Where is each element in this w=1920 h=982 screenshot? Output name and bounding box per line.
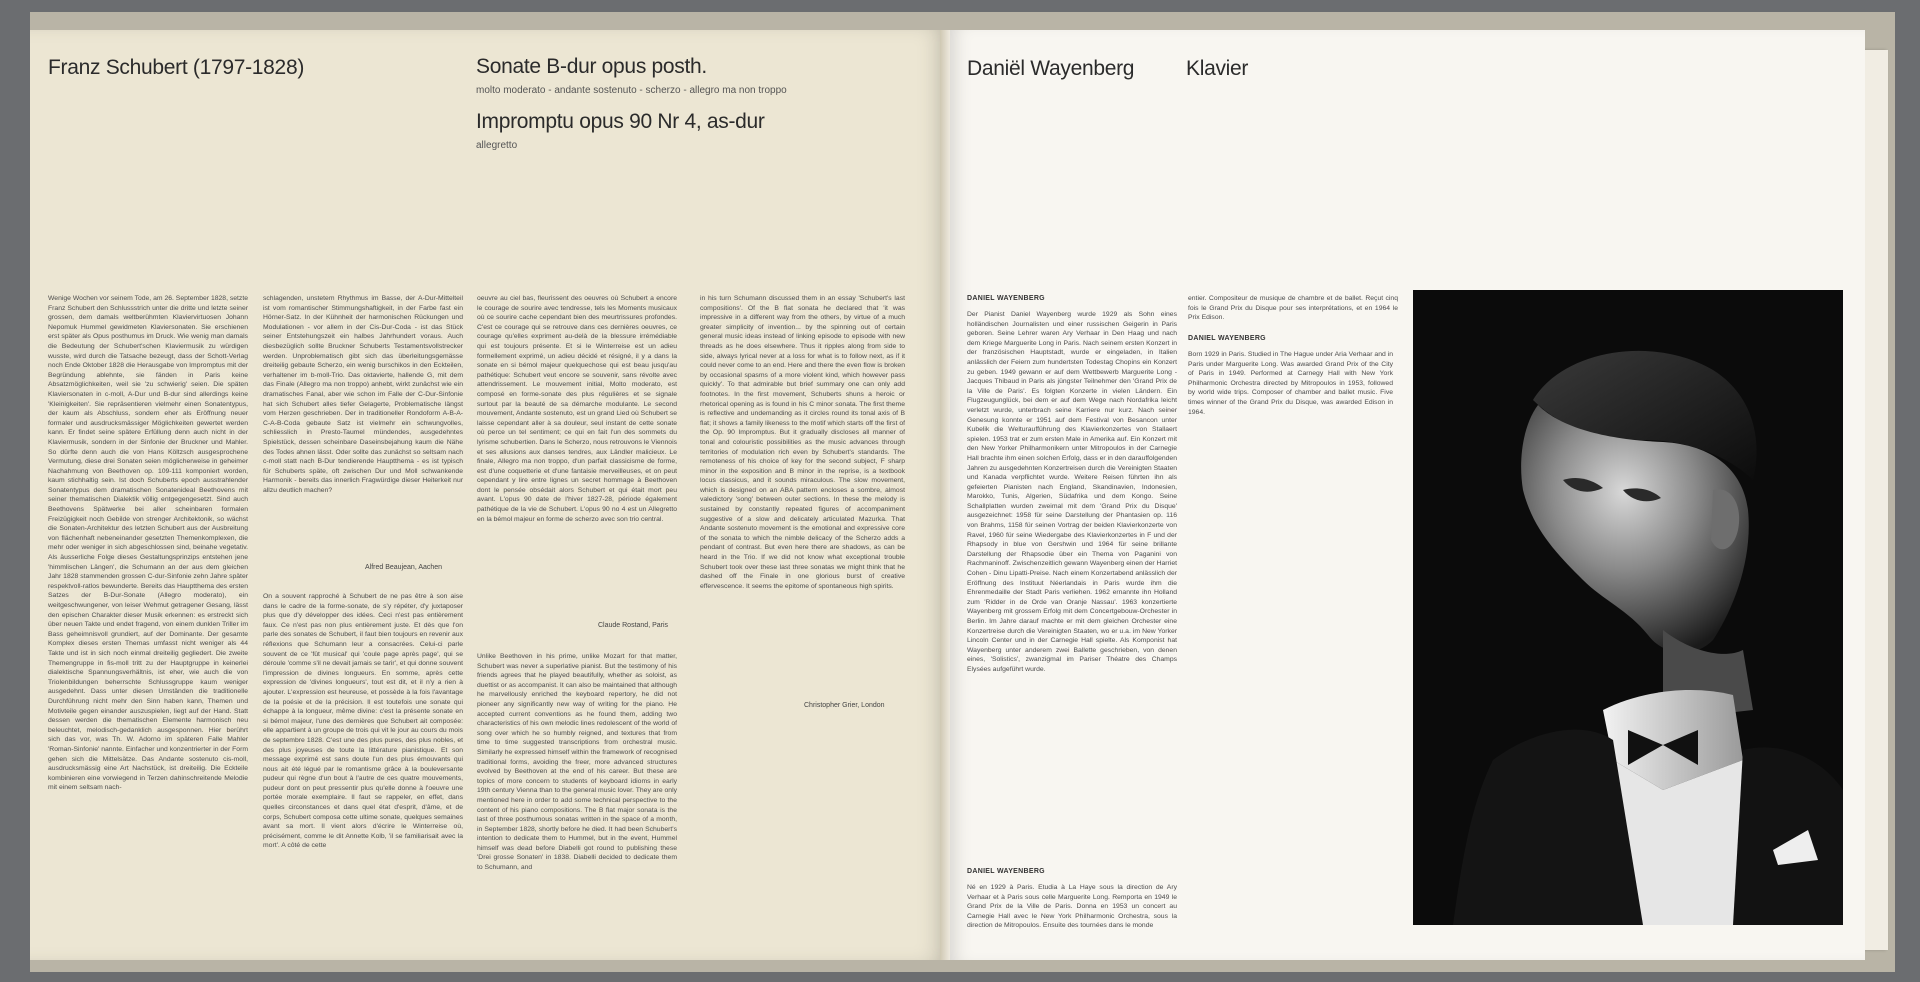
signature-grier: Christopher Grier, London [804, 702, 885, 709]
notes-german-col1: Wenige Wochen vor seinem Tode, am 26. September 1828, setzte Franz Schubert den Schlussstrich unter die dritte und letzte seiner grossen, dem damals weltberühmten Klaviervirtuosen Johann Nepomuk Hummel gewidmeten Klaviersonaten. Sie erschienen erst später als Opus posthumus im Druck. Wie wenig man damals die Bedeutung der Schubert'schen Klaviermusik zu würdigen wusste, wird durch die Tatsache bezeugt, dass der Schott-Verlag noch Ende Oktober 1828 die Herausgabe von Impromptus mit der Begründung ablehnte, sie fänden in Paris keine Absatzmöglichkeiten, weil sie 'zu schwierig' seien. Die späten Klaviersonaten in c-moll, A-Dur und B-dur sind allerdings keine 'Kleinigkeiten'. Sie repräsentieren vielmehr einen Sonatentypus, der kaum als Abschluss, sondern eher als Eröffnung neuer formaler und ausdrucksmässiger Möglichkeiten gewertet werden kann. Er findet seine spätere Erfüllung denn auch nicht in der Klaviermusik, sondern in der Sinfonie der Bruckner und Mahler. So dürfte denn auch die von Hans Költzsch ausgesprochene Vermutung, diese drei Sonaten seien möglicherweise in geheimer Nachahmung von Beethoven op. 109-111 komponiert worden, kaum stichhaltig sein. Ist doch Schuberts epoch ausstrahlender Sonatentypus dem dramatischen Sonatenideal Beethovens mit seiner thematischen Dialektik völlig entgegengesetzt. Sind auch Beethovens Spätwerke bei aller scheinbaren formalen Freizügigkeit noch Gebilde von strenger Architektonik, so wächst die Sonaten-Architektur des letzten Schubert aus der Ausbreitung von flächenhaft nebeneinander gesetzten Themenkomplexen, die mehr oder weniger in sich abgeschlossen sind, beinahe vegetativ. Als äusserliche Folge dieses Gestaltungsprinzips entstehen jene 'himmlischen Längen', die Schumann an der aus dem gleichen Jahr 1828 stammenden grossen C-dur-Sinfonie zehn Jahre später respektvoll-ratlos bewunderte. Bereits das Hauptthema des ersten Satzes der B-Dur-Sonate (Allegro moderato), ein weitgeschwungener, von leiser Wehmut getragener Gesang, lässt den epischen Charakter dieser Musik erkennen: es erstreckt sich über neuen Takte und endet fragend, von einem dunklen Triller im Bass geheimnisvoll grundiert, auf der Dominante. Der gesamte Komplex dieses ersten Themas umfasst nicht weniger als 44 Takte und ist in sich noch einmal dreiteilig gegliedert. Die zweite Themengruppe in fis-moll tritt zu der Hauptgruppe in keinerlei dialektische Spannungsverhältnis, ist eher, wie auch die von Triolenbildungen beherrschte Schlussgruppe kaum weniger ausgedehnt. Dass unter diesen Umständen die traditionelle Durchführung nicht mehr den Sinn haben kann, Themen und Motivteile gegen einander auszuspielen, liegt auf der Hand. Statt dessen werden die thematischen Elemente harmonisch neu beleuchtet, melodisch-gedanklich ausgesponnen. Hier berührt sich das vor, was Th. W. Adorno im späteren Falle Mahler 'Roman-Sinfonie' nannte. Einfacher und konzentrierter in der Form gehen sich die Mittelsätze. Das Andante sostenuto cis-moll, ausdrucksmässig eine Art Nachstück, ist dreiteilig. Die Eckteile kombinieren eine vorwiegend in Terzen dahinschreitende Melodie mit einem seltsam nach- [48, 295, 248, 792]
bio-german-heading: DANIEL WAYENBERG [967, 295, 1045, 302]
bio-french-continued: entier. Compositeur de musique de chambre et de ballet. Reçut cinq fois le Grand Prix du Disque pour ses interprétations, et en 1964 le Prix Edison. [1188, 295, 1398, 322]
notes-french-col2: On a souvent rapproché à Schubert de ne pas être à son aise dans le cadre de la forme-sonate, de s'y répéter, d'y juxtaposer plus que d'y développer des idées. Ceci n'est pas entièrement faux. Ce n'est pas non plus entièrement juste. Et dès que l'on parle des sonates de Schubert, il faut bien toujours en revenir aux réflexions que Schumann leur a consacrées. Celui-ci parle souvent de ce 'fût musical' qui 'coule page après page', qui se déroule 'comme s'il ne devait jamais se tarir', et qui donne souvent l'impression de divines longueurs. En somme, après cette expression de 'divines longueurs', tout est dit, et il n'y a rien à ajouter. L'expression est heureuse, et possède à la fois l'avantage de la poésie et de la précision. Il est toutefois une sonate qui échappe à la longueur, même divine: c'est la présente sonate en si bémol majeur, l'une des dernières que Schubert ait composée: elle appartient à un groupe de trois qui vit le jour au cours du mois de septembre 1828. C'est une des plus pures, des plus nobles, et des plus joyeuses de toute la littérature pianistique. Et son message exprimé est sans doute l'un des plus émouvants qui nous ait été légué par le romantisme grâce à la bouleversante pudeur qui règne d'un bout à l'autre de ces quatre mouvements, pudeur dont on peut pressentir plus qu'elle donne à l'oeuvre une portée morale exemplaire. Il faut se rappeler, en effet, dans quelles circonstances et dans quel état d'esprit, d'âme, et de corps, Schubert composa cette ultime sonate, quelques semaines avant sa mort. Il vient alors d'écrire le Winterreise où, précisément, comme le dit Annette Kolb, 'il se familiarisait avec la mort'. A côté de cette [263, 593, 463, 850]
instrument-label: Klavier [1186, 57, 1249, 80]
signature-rostand: Claude Rostand, Paris [598, 622, 669, 629]
bio-english-text: Born 1929 in Paris. Studied in The Hague under Aria Verhaar and in Paris under Marguerite Long. Was awarded Grand Prix of the City of Paris in 1949. Performed at Carnegy Hall with New York Philharmonic Orchestra directed by Mitropoulos in 1953, followed by world wide trips. Composer of chamber and ballet music. Five times winner of the Grand Prix du Disque, was awarded Edison in 1964. [1188, 351, 1393, 416]
notes-english-col3: Unlike Beethoven in his prime, unlike Mozart for that matter, Schubert was never a superlative pianist. But the testimony of his friends agrees that he played beautifully, whether as soloist, as duettist or as accompanist. It can also be maintained that although he marvellously enriched the keyboard repertory, he did not pioneer any significantly new way of writing for the piano. He accepted current conventions as he found them, adding two characteristics of his own melodic lines redolescent of the world of song over which he so humbly reigned, and textures that from time to time suggested transcriptions from orchestral music. Similarly he expressed himself within the framework of recognised traditional forms, avoiding the freer, more advanced structures evolved by Beethoven at the end of his career. But these are topics of more concern to students of keyboard idioms in early 19th century Vienna than to the general music lover. They are only mentioned here in order to add some technical perspective to the content of his piano compositions. The B flat major sonata is the last of three posthumous sonatas written in the space of a month, in September 1828, shortly before he died. It had been Schubert's intention to dedicate them to Hummel, but in the event, Hummel himself was dead before Diabelli got round to publishing these 'Drei grosse Sonaten' in 1838. Diabelli decided to dedicate them to Schumann, and [477, 653, 677, 872]
bio-french-heading: DANIEL WAYENBERG [967, 868, 1045, 875]
work1-movements: molto moderato - andante sostenuto - scherzo - allegro ma non troppo [476, 85, 787, 96]
work2-tempo: allegretto [476, 140, 518, 151]
work1-title: Sonate B-dur opus posth. [476, 55, 707, 78]
notes-french-col3: oeuvre au ciel bas, fleurissent des oeuvres où Schubert a encore le courage de sourire avec tendresse, tels les Moments musicaux où ce sourire cache cependant bien des meurtrissures profondes. C'est ce courage qui se retrouve dans ces dernières oeuvres, ce courage qu'elles expriment au-delà de la blessure irrémédiable qui est toujours présente. Et si le Winterreise est un adieu formellement exprimé, un adieu décidé et résigné, il y a dans la sonate en si bémol majeur quelquechose qui est beau jusqu'au pathétique: Schubert veut encore se souvenir, sans révolte avec attendrissement. Le mouvement initial, Molto moderato, est composé en forme-sonate des plus régulières et se signale surtout par la beauté de sa démarche modulante. Le second mouvement, Andante sostenuto, est un grand Lied où Schubert se laisse cependant aller à sa douleur, seul instant de cette sonate où perce un tel sentiment; ce qui en fait l'un des sommets du lyrisme schubertien. Dans le Scherzo, nous retrouvons le Viennois et ses allusions aux danses tendres, aux Ländler malicieux. Le finale, Allegro ma non troppo, d'un parfait classicisme de forme, est d'une coquetterie et d'une fantaisie merveilleuses, et on peut cependant y lire entre lignes un secret hommage à Beethoven dont le pensée obsédait alors Schubert et qui était mort peu avant. L'opus 90 date de l'hiver 1827-28, période également pathétique de la vie de Schubert. L'opus 90 no 4 est un Allegretto en la bémol majeur en forme de scherzo avec son trio central. [477, 295, 677, 523]
notes-german-col2: schlagenden, unstetem Rhythmus im Basse, der A-Dur-Mittelteil ist vom romantischer Stimmungshaftigkeit, in der Farbe fast ein Hörner-Satz. In der Kühnheit der harmonischen Rückungen und Modulationen - vor allem in der Cis-Dur-Coda - ist das Stück seiner Entstehungszeit ein halbes Jahrhundert voraus. Auch diesbezüglich sollte Bruckner Schuberts Testamentsvollstrecker werden. Unproblematisch gibt sich das überleitungsgemässe dreiteilig gebaute Scherzo, ein wenig burschikos in den Eckteilen, verhaltener im b-moll-Trio. Das oktavierte, hallende G, mit dem das Finale (Allegro ma non troppo) anhebt, wirkt zunächst wie ein dramatisches Fanal, aber wie schon im Falle der C-Dur-Sinfonie hat sich Schubert alles tiefer Gelagerte, Problematische längst vom Herzen geschrieben. Der in traditioneller Rondoform A-B-A-C-A-B-Coda gebaute Satz ist vielmehr ein schwungvolles, schliesslich in Presto-Taumel mündendes, ausgedehntes Spielstück, dessen scheinbare Daseinsbejahung kaum die Nähe des Todes ahnen lässt. Oder sollte das zunächst so seltsam nach c-moll statt nach B-Dur tendierende Hauptthema - es ist typisch für Schuberts späte, oft zwischen Dur und Moll schwankende Harmonik - bereits das innerlich Fragwürdige dieser Heiterkeit nur allzu deutlich machen? [263, 295, 463, 494]
bio-german-text: Der Pianist Daniel Wayenberg wurde 1929 als Sohn eines holländischen Journalisten und einer russischen Geigerin in Paris geboren. Seine Lehrer waren Ary Verhaar in Den Haag und nach dem Kriege Marguerite Long in Paris. Nach seinem ersten Konzert in der französischen Hauptstadt, wurde er eingeladen, in Italien anlässlich der Feiern zum hundertsten Todestag Chopins ein Konzert zu geben. 1949 gewann er auf dem Wettbewerb Marguerite Long - Jacques Thibaud in Paris als jüngster Teilnehmer den 'Grand Prix de la Ville de Paris'. Es folgten Konzerte in vielen Ländern. Ein Flugzeugunglück, bei dem er auf dem Wege nach Nordafrika leicht verletzt wurde, unterbrach seine Karriere nur kurz. Nach seiner Genesung konnte er 1951 auf dem Festival von Besancon unter Kubelik die Welturaufführung des Klavierkonzertes von Stallaert spielen. 1953 trat er zum ersten Male in Amerika auf. Ein Konzert mit den New Yorker Philharmonikern unter Mitropoulos in der Carnegie Hall brachte ihm einen solchen Erfolg, dass er in den darauffolgenden Jahren zu ausgedehnten Konzertreisen durch die Vereinigten Staaten und Kanada verpflichtet wurde. Weitere Reisen führten ihn als gefeierten Pianisten nach England, Skandinavien, Indonesien, Marokko, Tunis, Algerien, Südafrika und dem Kongo. Seine Schallplatten wurden zweimal mit dem 'Grand Prix du Disque' ausgezeichnet: 1958 für seine Darstellung der Phantasien op. 116 von Brahms, 1158 für seinen Vortrag der beiden Klavierkonzerte von Ravel, 1960 für seine Wiedergabe des Klavierkonzertes in F und der Rhapsody in blue von Gershwin und 1964 für seine brillante Darstellung der Rhapsodie über ein Thema von Paganini von Rachmaninoff. Zwischenzeitlich gewann Wayenberg einen der Harriet Cohen - Dinu Lipatti-Preise. Nach einem Konzertabend anlässlich der Eröffnung des Instituut Néerlandais in Paris wurde ihm die Ehrenmedaille der Stadt Paris verliehen. 1962 ernannte ihn Holland zum 'Ridder in de Orde van Oranje Nassau'. 1963 konzertierte Wayenberg mit grossem Erfolg mit dem Concertgebouw-Orchester in Berlin. Im Jahre darauf machte er mit dem gleichen Orchester eine Konzertreise durch die Vereinigten Staaten, wo er u.a. im New Yorker Lincoln Center und in der Carnegie Hall spielte. Als Komponist hat Wayenberg unter anderem zwei Ballette geschrieben, von denen eines, 'Solistics', zwanzigmal im Pariser Théatre des Champs Elysées aufgeführt wurde. [967, 311, 1177, 673]
pianist-portrait-photo [1413, 290, 1843, 925]
notes-english-col4: in his turn Schumann discussed them in an essay 'Schubert's last compositions'. Of the B flat sonata he declared that 'it was impressive in a different way from the others, by virtue of a much greater simplicity of invention... by the spinning out of certain general music ideas instead of linking episode to episode with new threads as he does elsewhere. Thus it ripples along from side to side, always lyrical never at a loss for what is to follow next, as if it could never come to an end. Here and there the even flow is broken by occasional spasms of a more violent kind, which however pass quickly'. To that admirable but brief summary one can only add footnotes. In the first movement, Schuberts shuns a heroic or rhetorical opening as is found in his C minor sonata. The first theme is reflective and undemanding as it circles round its tonal axis of B flat; it shows a family likeness to the motif which starts off the first of the Op. 90 Impromptus. But it gradually discloses all manner of tonal and colouristic possibilities as the music advances through territories of modulation rich even by Schubert's standards. The remoteness of his choice of key for the second subject, F sharp minor in the exposition and B minor in the reprise, is a textbook locus classicus, and it sounds miraculous. The slow movement, which is designed on an ABA pattern encloses a sombre, almost valedictory 'song' between outer sections. In these the melody is sustained by constantly repeated figures of accompaniment suggestive of a slow and delicately articulated Mazurka. That Andante sostenuto movement is the emotional and expressive core of the sonata to which the nimble delicacy of the Scherzo adds a pendant of contrast. But even here there are shadows, as can be heard in the Trio. If we did not know what exceptional trouble Schubert took over these last three sonatas we might think that he dashed off the Finale in one glorious burst of creative effervescence. It seems the epitome of spontaneous high spirits. [700, 295, 905, 590]
artist-name: Daniël Wayenberg [967, 57, 1135, 80]
work2-title: Impromptu opus 90 Nr 4, as-dur [476, 110, 765, 133]
bio-english-heading: DANIEL WAYENBERG [1188, 335, 1266, 342]
signature-beaujean: Alfred Beaujean, Aachen [365, 564, 443, 571]
composer-heading: Franz Schubert (1797-1828) [48, 56, 305, 79]
bio-french-text: Né en 1929 à Paris. Etudia à La Haye sous la direction de Ary Verhaar et à Paris sous celle Marguerite Long. Remporta en 1949 le Grand Prix de la Ville de Paris. Donna en 1953 un concert au Carnegie Hall avec le New York Philharmonic Orchestra, sous la direction de Mitropoulos. Ensuite des tournées dans le monde [967, 884, 1177, 930]
left-page [30, 30, 948, 960]
